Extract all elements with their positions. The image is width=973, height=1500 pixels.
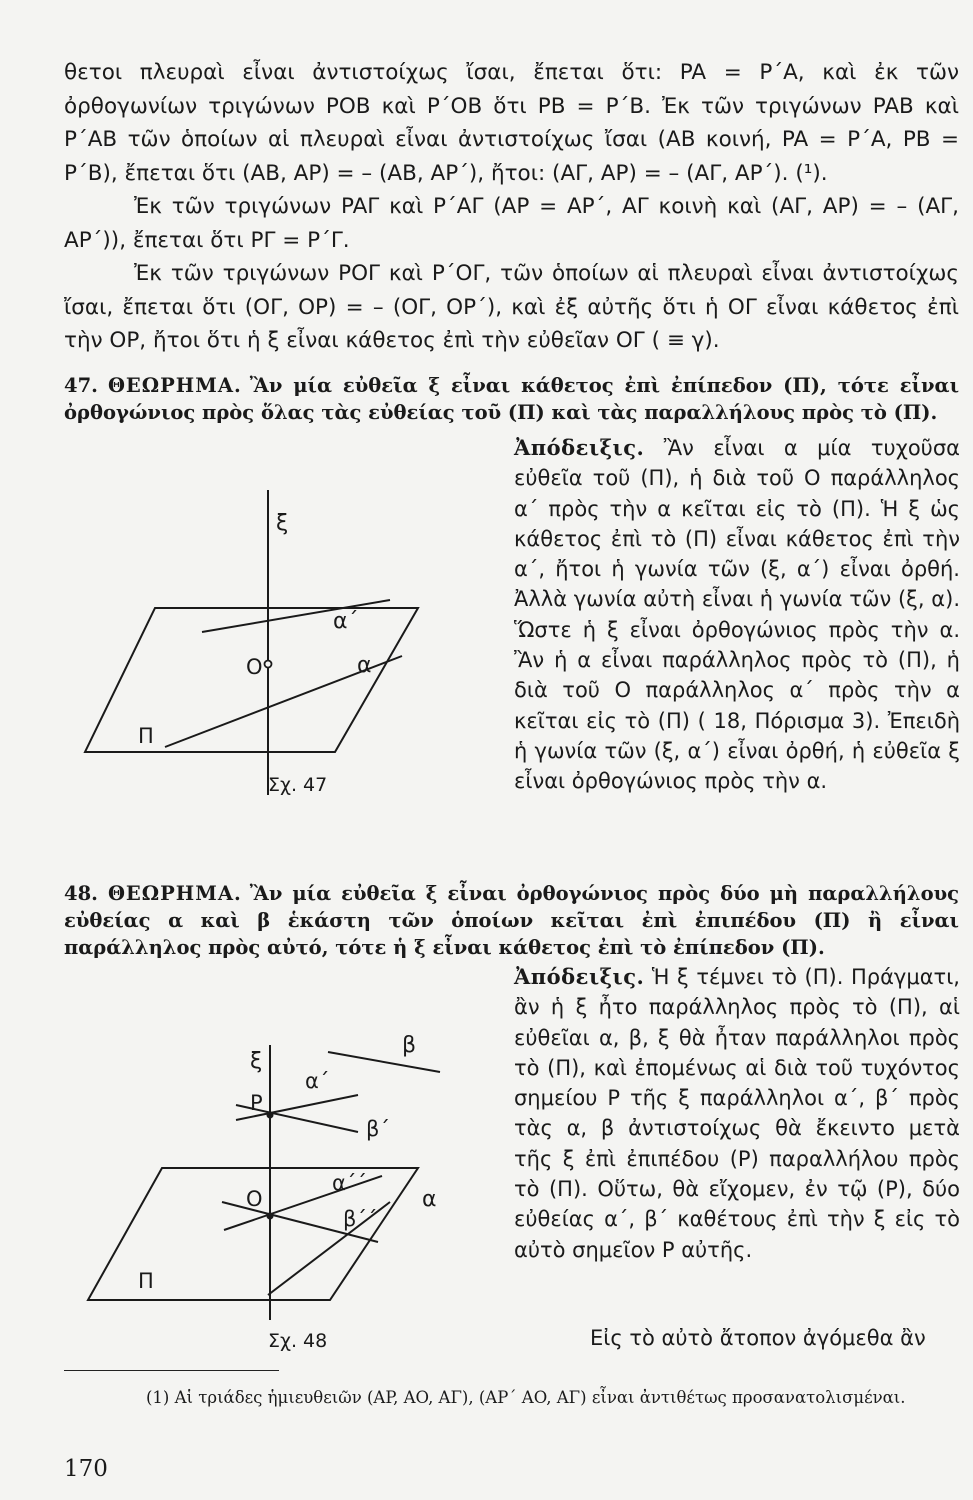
theorem-48-closing-line: Εἰς τὸ αὐτὸ ἄτοπον ἀγόμεθα ἂν [590, 1326, 926, 1350]
footnote-text: (1) Αἱ τριάδες ἡμιευθειῶν (AP, AO, AΓ), (AP΄ AO, AΓ) εἶναι ἀντιθέτως προσανατολισμέναι. [146, 1388, 906, 1407]
label-P: P [250, 1091, 263, 1115]
theorem-47-proof [514, 433, 960, 797]
plane-pi [85, 608, 418, 752]
theorem-48-proof-text: Ἡ ξ τέμνει τὸ (Π). Πράγματι, ἂν ἡ ξ ἦτο παράλληλος πρὸς τὸ (Π), αἱ εὐθεῖαι α, β, ξ θὰ ἦταν παράλληλοι πρὸς τὸ (Π), καὶ ἐπομένως αἱ διὰ τοῦ τυχόντος σημείου P τῆς ξ παράλληλοι α΄, β΄ πρὸς τὰς α, β ἀντιστοίχως θὰ ἔκειντο μετὰ τῆς ξ ἐπὶ ἐπιπέδου (P) παραλλήλου πρὸς τὸ (Π). Οὕτω, θὰ εἴχομεν, ἐν τῷ (P), δύο εὐθείας α΄, β΄ καθέτους ἐπὶ τὴν ξ εἰς τὸ αὐτὸ σημεῖον P αὐτῆς. [514, 965, 960, 1262]
label-xi: ξ [276, 511, 289, 536]
label-beta: β [402, 1033, 417, 1058]
theorem-47-number: 47. [64, 374, 98, 397]
label-Pi: Π [138, 724, 154, 748]
theorem-48-proof-heading: Ἀπόδειξις. [514, 964, 645, 989]
label-O: O [246, 655, 263, 679]
figure-47 [60, 460, 480, 810]
line-a-prime [202, 600, 390, 632]
point-O [267, 1213, 274, 1220]
theorem-47-statement [64, 372, 959, 426]
proof-continuation-paragraph: θετοι πλευραὶ εἶναι ἀντιστοίχως ἴσαι, ἔπεται ὅτι: PA = P΄A, καὶ ἐκ τῶν ὀρθογωνίων τριγώνων POB καὶ P΄OB ὅτι PB = P΄B. Ἐκ τῶν τριγώνων PAB καὶ P΄AB τῶν ὁποίων αἱ πλευραὶ εἶναι ἀντιστοίχως ἴσαι (AB κοινή, PA = P΄A, PB = P΄B), ἔπεται ὅτι (AB, AP) = – (AB, AP΄), ἤτοι: (AΓ, AP) = – (AΓ, AP΄). (¹). [64, 60, 959, 186]
theorem-47-text: Ἂν μία εὐθεῖα ξ εἶναι κάθετος ἐπὶ ἐπίπεδον (Π), τότε εἶναι ὀρθογώνιος πρὸς ὅλας τὰς εὐθείας τοῦ (Π) καὶ τὰς παραλλήλους πρὸς τὸ (Π). [64, 374, 959, 424]
page-number: 170 [64, 1456, 108, 1482]
label-a-dprime: α΄΄ [332, 1171, 367, 1195]
footnote-divider [64, 1370, 279, 1371]
figure-48-caption: Σχ. 48 [268, 1330, 328, 1352]
figure-48 [60, 990, 480, 1330]
label-xi: ξ [250, 1049, 263, 1074]
theorem-48-keyword: ΘΕΩΡΗΜΑ. [107, 882, 242, 905]
label-b-prime: β΄ [366, 1117, 390, 1141]
theorem-48-text: Ἂν μία εὐθεῖα ξ εἶναι ὀρθογώνιος πρὸς δύο μὴ παραλλήλους εὐθείας α καὶ β ἑκάστη τῶν ὁποίων κεῖται ἐπὶ ἐπιπέδου (Π) ἢ εἶναι παράλληλος πρὸς αὐτό, τότε ἡ ξ εἶναι κάθετος ἐπὶ τὸ ἐπίπεδον (Π). [64, 882, 959, 959]
line-beta [328, 1052, 440, 1072]
theorem-48-number: 48. [64, 882, 98, 905]
label-a: α [422, 1187, 437, 1212]
theorem-48-statement [64, 880, 959, 961]
label-a: α [357, 653, 372, 678]
theorem-47-keyword: ΘΕΩΡΗΜΑ. [107, 374, 242, 397]
label-Pi: Π [138, 1269, 154, 1293]
proof-continuation-paragraph-2: Ἐκ τῶν τριγώνων PAΓ καὶ P΄AΓ (AP = AP΄, AΓ κοινὴ καὶ (AΓ, AP) = – (AΓ, AP΄)), ἔπεται ὅτι PΓ = P΄Γ. [64, 194, 959, 253]
proof-continuation-paragraph-3: Ἐκ τῶν τριγώνων POΓ καὶ P΄OΓ, τῶν ὁποίων αἱ πλευραὶ εἶναι ἀντιστοίχως ἴσαι, ἔπεται ὅτι (OΓ, OP) = – (OΓ, OP΄), καὶ ἐξ αὐτῆς ὅτι ἡ OΓ εἶναι κάθετος ἐπὶ τὴν OP, ἤτοι ὅτι ἡ ξ εἶναι κάθετος ἐπὶ τὴν εὐθεῖαν OΓ ( ≡ γ). [64, 261, 959, 353]
label-a-prime: α΄ [305, 1069, 330, 1093]
theorem-47-proof-heading: Ἀπόδειξις. [514, 435, 645, 460]
point-O [265, 661, 272, 668]
figure-47-caption: Σχ. 47 [268, 774, 328, 796]
label-a-prime: α΄ [333, 609, 359, 634]
label-O: O [246, 1187, 263, 1211]
theorem-48-proof [514, 962, 960, 1265]
theorem-47-proof-text: Ἂν εἶναι α μία τυχοῦσα εὐθεῖα τοῦ (Π), ἡ διὰ τοῦ O παράλληλος α΄ πρὸς τὴν α κεῖται εἰς τὸ (Π). Ἡ ξ ὡς κάθετος ἐπὶ τὸ (Π) εἶναι κάθετος ἐπὶ τὴν α΄, ἤτοι ἡ γωνία τῶν (ξ, α΄) εἶναι ὀρθή. Ἀλλὰ γωνία αὐτὴ εἶναι ἡ γωνία τῶν (ξ, α). Ὥστε ἡ ξ εἶναι ὀρθογώνιος πρὸς τὴν α. Ἂν ἡ α εἶναι παράλληλος πρὸς τὸ (Π), ἡ διὰ τοῦ O παράλληλος α΄ πρὸς τὴν α κεῖται εἰς τὸ (Π) ( 18, Πόρισμα 3). Ἐπειδὴ ἡ γωνία τῶν (ξ, α΄) εἶναι ὀρθή, ἡ εὐθεῖα ξ εἶναι ὀρθογώνιος πρὸς τὴν α. [514, 436, 960, 794]
point-P [267, 1112, 274, 1119]
footnote [64, 1384, 959, 1412]
label-b-dprime: β΄΄ [343, 1207, 378, 1231]
